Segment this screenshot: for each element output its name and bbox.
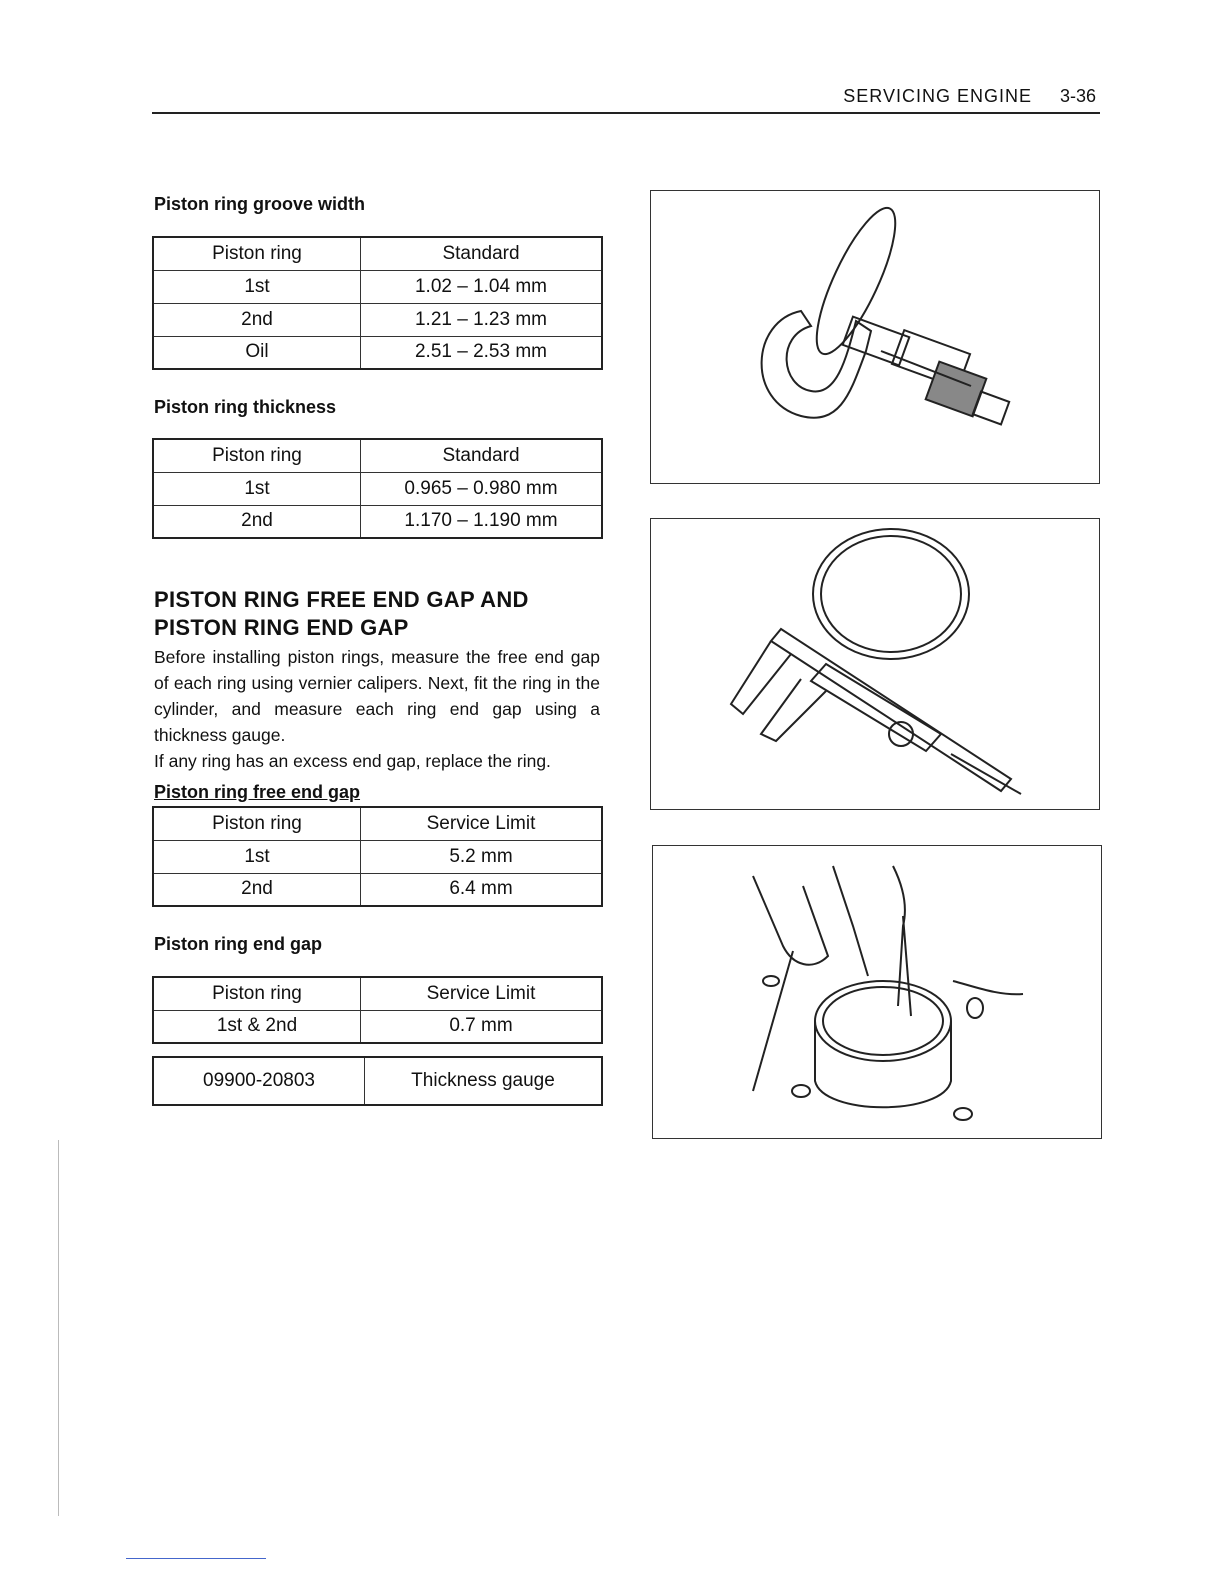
- section-heading-line: PISTON RING FREE END GAP AND: [154, 587, 529, 612]
- section-heading: [154, 586, 614, 642]
- table-cell: 1.170 – 1.190 mm: [361, 505, 603, 538]
- table-row: [153, 303, 602, 336]
- table-cell: 1.21 – 1.23 mm: [361, 303, 603, 336]
- end-gap-table: [152, 976, 603, 1044]
- column-header: Service Limit: [361, 977, 603, 1010]
- end-gap-caption: Piston ring end gap: [154, 934, 323, 954]
- paragraph: If any ring has an excess end gap, replace the ring.: [154, 751, 551, 771]
- column-header: Standard: [361, 439, 603, 472]
- paragraph: Before installing piston rings, measure the free end gap of each ring using vernier calipers. Next, fit the ring in the cylinder, and measure each ring end gap using a thickness gauge.: [154, 647, 600, 745]
- table-header-row: [153, 237, 602, 270]
- table-row: [153, 336, 602, 369]
- column-header: Service Limit: [361, 807, 603, 840]
- free-end-gap-table: [152, 806, 603, 907]
- table-header-row: [153, 977, 602, 1010]
- groove-width-table: [152, 236, 603, 370]
- thickness-table: [152, 438, 603, 539]
- margin-line: [58, 1140, 59, 1516]
- table-cell: 0.965 – 0.980 mm: [361, 472, 603, 505]
- tool-name: Thickness gauge: [365, 1057, 603, 1105]
- table-row: [153, 840, 602, 873]
- table-row: [153, 472, 602, 505]
- column-header: Piston ring: [153, 807, 361, 840]
- header-section-title: SERVICING ENGINE: [843, 86, 1032, 106]
- section-body: [154, 644, 600, 774]
- table-cell: Oil: [153, 336, 361, 369]
- section-heading-line: PISTON RING END GAP: [154, 615, 409, 640]
- thickness-gauge-icon: [653, 846, 1101, 1138]
- table-header-row: [153, 439, 602, 472]
- table-cell: 5.2 mm: [361, 840, 603, 873]
- tool-part-number: 09900-20803: [153, 1057, 365, 1105]
- table-row: [153, 1057, 602, 1105]
- table-cell: 2nd: [153, 505, 361, 538]
- groove-width-caption: Piston ring groove width: [154, 194, 365, 214]
- micrometer-icon: [651, 191, 1099, 483]
- vernier-caliper-illustration: [650, 518, 1100, 810]
- table-header-row: [153, 807, 602, 840]
- thickness-gauge-illustration: [652, 845, 1102, 1139]
- column-header: Standard: [361, 237, 603, 270]
- column-header: Piston ring: [153, 237, 361, 270]
- table-cell: 1st: [153, 472, 361, 505]
- table-cell: 1st: [153, 840, 361, 873]
- free-end-gap-caption: Piston ring free end gap: [154, 782, 361, 802]
- page-header: [152, 86, 1100, 114]
- vernier-caliper-icon: [651, 519, 1099, 809]
- thickness-caption: Piston ring thickness: [154, 397, 337, 417]
- special-tool-table: [152, 1056, 603, 1106]
- table-cell: 1st: [153, 270, 361, 303]
- table-cell: 2.51 – 2.53 mm: [361, 336, 603, 369]
- footer-rule: [126, 1558, 266, 1559]
- table-cell: 6.4 mm: [361, 873, 603, 906]
- table-row: [153, 873, 602, 906]
- table-cell: 2nd: [153, 873, 361, 906]
- table-row: [153, 1010, 602, 1043]
- column-header: Piston ring: [153, 439, 361, 472]
- table-cell: 1.02 – 1.04 mm: [361, 270, 603, 303]
- page-number: 3-36: [1059, 86, 1096, 106]
- table-cell: 2nd: [153, 303, 361, 336]
- micrometer-illustration: [650, 190, 1100, 484]
- table-cell: 0.7 mm: [361, 1010, 603, 1043]
- table-row: [153, 270, 602, 303]
- column-header: Piston ring: [153, 977, 361, 1010]
- table-cell: 1st & 2nd: [153, 1010, 361, 1043]
- table-row: [153, 505, 602, 538]
